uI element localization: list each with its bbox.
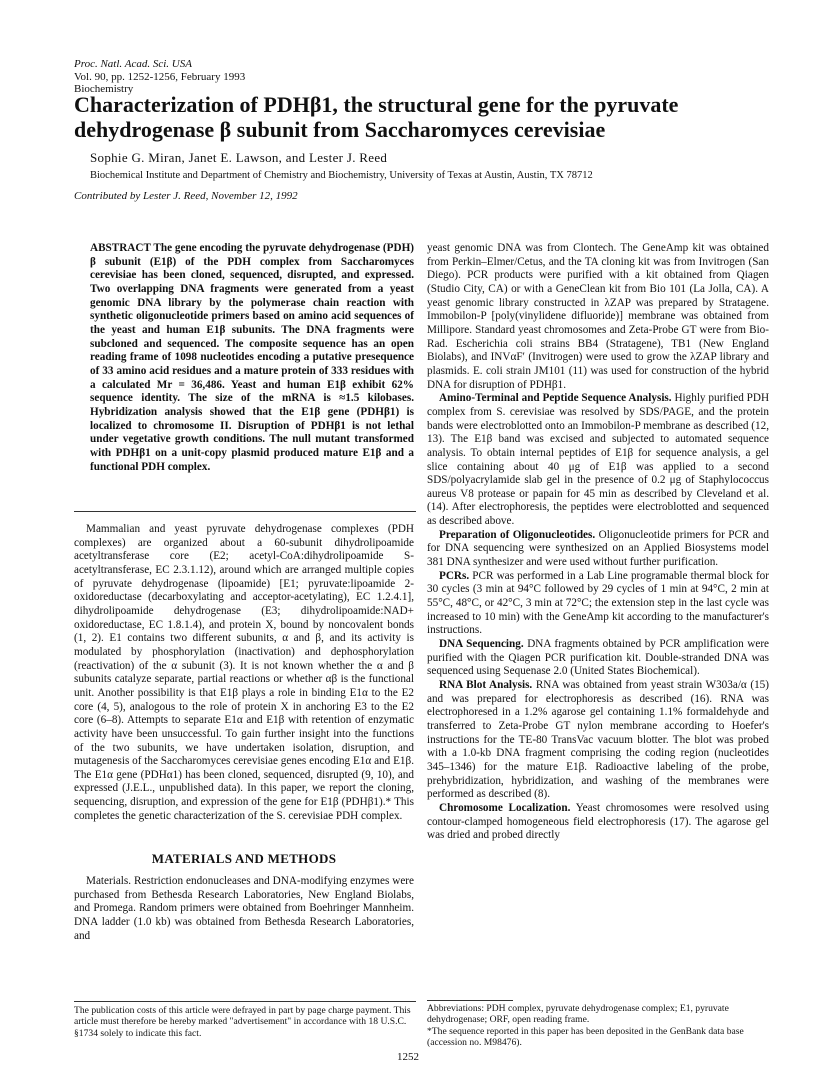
materials-paragraph: Materials. Restriction endonucleases and DNA-modifying enzymes were purchased from Bethesda Research Laboratories, New England Biolabs, and Promega. Random primers were obtained from Boehringer Mannheim. DNA ladder (1.0 kb) was obtained from Bethesda Research Laboratories, and [74, 875, 414, 942]
section-label: Biochemistry [74, 83, 134, 95]
paper-title: Characterization of PDHβ1, the structural gene for the pyruvate dehydrogenase β subunit from Saccharomyces cerevisiae [74, 92, 679, 142]
dna-sequencing-text: DNA fragments obtained by PCR amplification were purified with the Qiagen PCR purification kit. Double-stranded DNA was sequenced using Sequenase 2.0 (United States Biochemical). [427, 638, 770, 678]
volume-info: Vol. 90, pp. 1252-1256, February 1993 [74, 70, 246, 83]
publication-cost-footnote: The publication costs of this article were defrayed in part by page charge payment. This article must therefore be hereby marked "advertisement" in accordance with 18 U.S.C. §1734 solely to indicate this fact. [74, 1005, 411, 1039]
contributed-by: Contributed by Lester J. Reed, November 12, 1992 [74, 190, 298, 202]
oligonucleotides-text: Oligonucleotide primers for PCR and for DNA sequencing were synthesized on an Applied Biosystems model 381 DNA synthesizer and were used without further purification. [427, 528, 769, 569]
rna-blot-heading: RNA Blot Analysis. [439, 679, 533, 691]
abstract-divider [74, 511, 416, 512]
genbank-footnote: *The sequence reported in this paper has been deposited in the GenBank data base (accession no. M98476). [427, 1025, 744, 1048]
pcr-text: PCR was performed in a Lab Line programable thermal block for 30 cycles (3 min at 94°C followed by 29 cycles of 1 min at 94°C, 2 min at 55°C, 48°C, or 42°C, 3 min at 72°C; the extension step in the last cycle was increased to 10 min) with the GeneAmp kit according to the manufacturer's instructions. [427, 569, 769, 637]
introduction: Mammalian and yeast pyruvate dehydrogenase complexes (PDH complexes) are organized about a 60-subunit dihydrolipoamide acetyltransferase core (E2; acetyl-CoA:dihydrolipoamide S-acetyltransferase, EC 2.3.1.12), around which are arranged multiple copies of pyruvate dehydrogenase (lipoamide) [E1; pyruvate:lipoamide 2-oxidoreductase (decarboxylating and acceptor-acetylating), EC 1.2.4.1], dihydrolipoamide dehydrogenase (E3; dihydrolipoamide:NAD+ oxidoreductase, EC 1.8.1.4), and protein X, bound by noncovalent bonds (1, 2). E1 contains two different subunits, α and β, and its activity is modulated by phosphorylation (inactivation) and dephosphorylation (reactivation) of the α subunit (3). It is not known whether the α and β subunits catalyze separate, partial reactions or whether αβ is the functional unit. Another possibility is that E1β plays a role in binding E1α to the E2 core (4, 5), analogous to the role of protein X in anchoring E3 to the E2 core (6–8). Attempts to separate E1α and E1β with retention of enzymatic activity have been unsuccessful. To gain further insight into the functions of the two subunits, we have undertaken isolation, disruption, and mutagenesis of the Saccharomyces cerevisiae genes encoding E1α and E1β. The E1α gene (PDHα1) has been cloned, sequenced, disrupted (9, 10), and expressed (J.E.L., unpublished data). In this paper, we report the cloning, sequencing, disruption, and expression of the gene for E1β (PDHβ1).* This completes the genetic characterization of the S. cerevisiae PDH complex. [74, 523, 414, 822]
oligonucleotides-heading: Preparation of Oligonucleotides. [439, 528, 596, 541]
abbreviations-footnote: Abbreviations: PDH complex, pyruvate dehydrogenase complex; E1, pyruvate dehydrogenase; ORF, open reading frame. [427, 1003, 729, 1026]
page-number: 1252 [397, 1051, 419, 1063]
footnote-divider-right [427, 1000, 513, 1001]
pcr-heading: PCRs. [439, 569, 470, 582]
dna-sequencing-paragraph [427, 638, 769, 679]
right-column [427, 242, 769, 843]
chromosome-heading: Chromosome Localization. [439, 801, 571, 814]
authors: Sophie G. Miran, Janet E. Lawson, and Lester J. Reed [90, 150, 388, 165]
rna-blot-text: RNA was obtained from yeast strain W303a/α (15) and was prepared for electrophoresis as described (16). RNA was electrophoresed in a 1.2% agarose gel containing 1.1% formaldehyde and transferred to Zeta-Probe GT nylon membrane according to Hoefer's instructions for the TE-80 TransVac vacuum blotter. The blot was probed with a 1.0-kb DNA fragment comprising the coding region (nucleotides 345–1346) for the mature E1β. Radioactive labeling of the probe, prehybridization, hybridization, and washing of the membranes were performed as described (8). [427, 679, 769, 801]
dna-sequencing-heading: DNA Sequencing. [439, 638, 524, 651]
methods-heading: MATERIALS AND METHODS [151, 851, 337, 866]
journal-name: Proc. Natl. Acad. Sci. USA [74, 58, 192, 70]
rna-blot-paragraph [427, 679, 769, 802]
sequence-analysis-heading: Amino-Terminal and Peptide Sequence Analysis. [439, 392, 672, 405]
affiliation: Biochemical Institute and Department of Chemistry and Biochemistry, University of Texas at Austin, Austin, TX 78712 [90, 170, 593, 181]
sequence-analysis-text: Highly purified PDH complex from S. cerevisiae was resolved by SDS/PAGE, and the protein bands were electroblotted onto an Immobilon-P membrane as described (12, 13). The E1β band was excised and subjected to automated sequence analysis. To obtain internal peptides of E1β for sequence analysis, a gel slice containing about 40 μg of E1β was applied to a second SDS/polyacrylamide slab gel in the presence of 0.2 μg of Staphylococcus aureus V8 protease or papain for 45 min as described by Cleveland et al. (14). After electrophoresis, the peptides were electroblotted and sequenced as described above. [427, 392, 770, 528]
footnote-divider-left [74, 1001, 416, 1002]
footnotes-right [427, 1003, 769, 1048]
chromosome-paragraph [427, 802, 769, 843]
chromosome-text: Yeast chromosomes were resolved using contour-clamped homogeneous field electrophoresis (17). The agarose gel was dried and probed directly [427, 801, 769, 842]
oligonucleotides-paragraph [427, 529, 769, 570]
journal-header [74, 58, 245, 96]
materials-continued: yeast genomic DNA was from Clontech. The GeneAmp kit was obtained from Perkin–Elmer/Cetus, and the TA cloning kit was from Invitrogen (San Diego). PCR products were purified with a kit obtained from Qiagen (Studio City, CA) or with a GeneClean kit from Bio 101 (La Jolla, CA). A yeast genomic library constructed in λZAP was prepared by Stratagene. Immobilon-P [poly(vinylidene difluoride)] membrane was obtained from Millipore. Standard yeast chromosomes and Zeta-Probe GT were from Bio-Rad. Escherichia coli strains BB4 (Stratagene), TB1 (New England Biolabs), and INVαF′ (Invitrogen) were used to grow the λZAP library and plasmids. E. coli strain JM101 (11) was used for construction of the hybrid DNA for disruption of PDHβ1. [427, 242, 769, 391]
pcr-paragraph [427, 570, 769, 638]
sequence-analysis-paragraph [427, 392, 769, 529]
abstract: ABSTRACT The gene encoding the pyruvate dehydrogenase (PDH) β subunit (E1β) of the PDH complex from Saccharomyces cerevisiae has been cloned, sequenced, disrupted, and expressed. Two overlapping DNA fragments were generated from a yeast genomic DNA library by the polymerase chain reaction with synthetic oligonucleotide primers based on amino acid sequences of the yeast and human E1β subunits. The DNA fragments were subcloned and sequenced. The composite sequence has an open reading frame of 1098 nucleotides encoding a putative presequence of 33 amino acid residues and a mature protein of 333 residues with a calculated Mr = 36,486. Yeast and human E1β exhibit 62% sequence identity. The size of the mRNA is ≈1.5 kilobases. Hybridization analysis showed that the E1β gene (PDHβ1) is localized to chromosome II. Disruption of PDHβ1 is not lethal under vegetative growth conditions. The null mutant transformed with PDHβ1 on a unit-copy plasmid produced mature E1β and a functional PDH complex. [90, 242, 414, 473]
